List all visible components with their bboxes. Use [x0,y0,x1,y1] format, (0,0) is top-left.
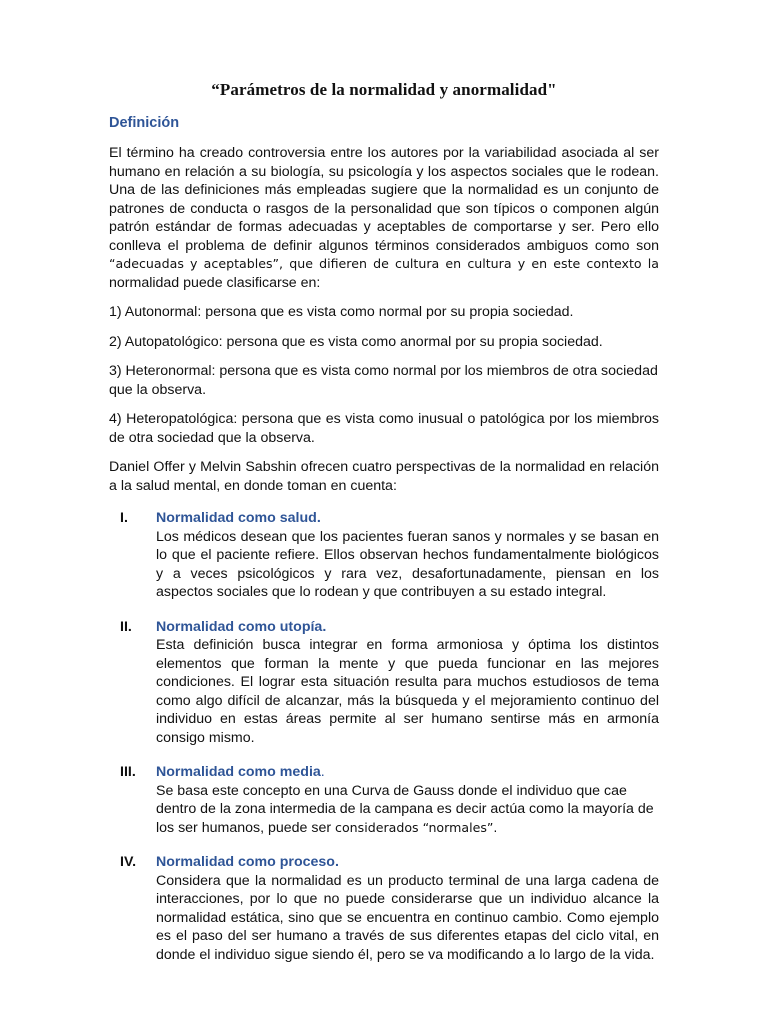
perspectives-intro: Daniel Offer y Melvin Sabshin ofrecen cuatro perspectivas de la normalidad en relación a la salud mental, en donde toman en cuenta: [109,459,659,494]
perspective-heading: Normalidad como utopía. [156,618,327,635]
list-numeral: I. [120,510,128,526]
perspective-body: Los médicos desean que los pacientes fueran sanos y normales y se basan en lo que el paciente refiere. Ellos observan hechos fundamentalmente biológicos y a veces psicológicos y rara vez, desafortunadamente, piensan en los aspectos sociales que lo rodean y que contribuyen a su estado integral. [156,528,659,600]
classification-item-1: 1) Autonormal: persona que es vista como normal por su propia sociedad. [109,304,574,320]
list-item [109,763,659,837]
intro-paragraph [109,144,659,292]
perspective-body: Considera que la normalidad es un producto terminal de una larga cadena de interacciones, por lo que no puede considerarse que un individuo alcance la normalidad estática, sino que se encuentra en continuo cambio. Como ejemplo es el paso del ser humano a través de sus diferentes etapas del ciclo vital, en donde el individuo sigue siendo él, pero se va modificando a lo largo de la vida. [156,872,659,963]
perspective-body-part1: Se basa este concepto en una Curva de Gauss donde el individuo que cae dentro de la zona intermedia de la campana es decir actúa como la mayoría de los ser humanos, puede ser [156,782,654,836]
document-page [109,80,659,980]
list-item [109,618,659,748]
perspective-heading: Normalidad como media [156,764,321,780]
perspective-body [156,782,659,838]
list-numeral: III. [120,764,136,780]
perspective-heading-wrapper [156,763,659,782]
perspective-body: Esta definición busca integrar en forma armoniosa y óptima los distintos elementos que forman la mente y que pueda funcionar en las mejores condiciones. El lograr esta situación resulta para muchos estudiosos de tema como algo difícil de alcanzar, más la búsqueda y el mejoramiento continuo del individuo en estas áreas permite al ser humano sentirse más en armonía consigo mismo. [156,637,659,746]
list-numeral: II. [120,618,132,635]
classification-item-3: 3) Heteronormal: persona que es vista como normal por los miembros de otra sociedad que la observa. [109,363,658,398]
definition-heading: Definición [109,115,180,131]
heading-period: . [320,764,325,780]
perspective-heading: Normalidad como salud. [156,510,321,526]
classification-item-4: 4) Heteropatológica: persona que es vista como inusual o patológica por los miembros de otra sociedad que la observa. [109,411,659,446]
intro-text-part3: normalidad puede clasificarse en: [109,274,321,291]
intro-text-part2: “adecuadas y aceptables”, que difieren de cultura en cultura y en este contexto la [109,256,659,271]
list-item [109,853,659,964]
perspective-heading: Normalidad como proceso. [156,854,339,870]
classification-item-2: 2) Autopatológico: persona que es vista como anormal por su propia sociedad. [109,333,603,350]
list-numeral: IV. [120,854,137,870]
perspective-body-part2: considerados “normales”. [335,819,498,835]
perspectives-list [109,509,659,964]
intro-text-part1: El término ha creado controversia entre los autores por la variabilidad asociada al ser humano en relación a su biología, su psicología y los aspectos sociales que le rodean. Una de las definiciones más empleadas sugiere que la normalidad es un conjunto de patrones de conducta o rasgos de la personalidad que son típicos o componen algún patrón estándar de formas adecuadas y aceptables de comportarse y ser. Pero ello conlleva el problema de definir algunos términos considerados ambiguos como son [109,145,659,254]
list-item [109,509,659,602]
document-title: “Parámetros de la normalidad y anormalidad" [211,80,557,99]
